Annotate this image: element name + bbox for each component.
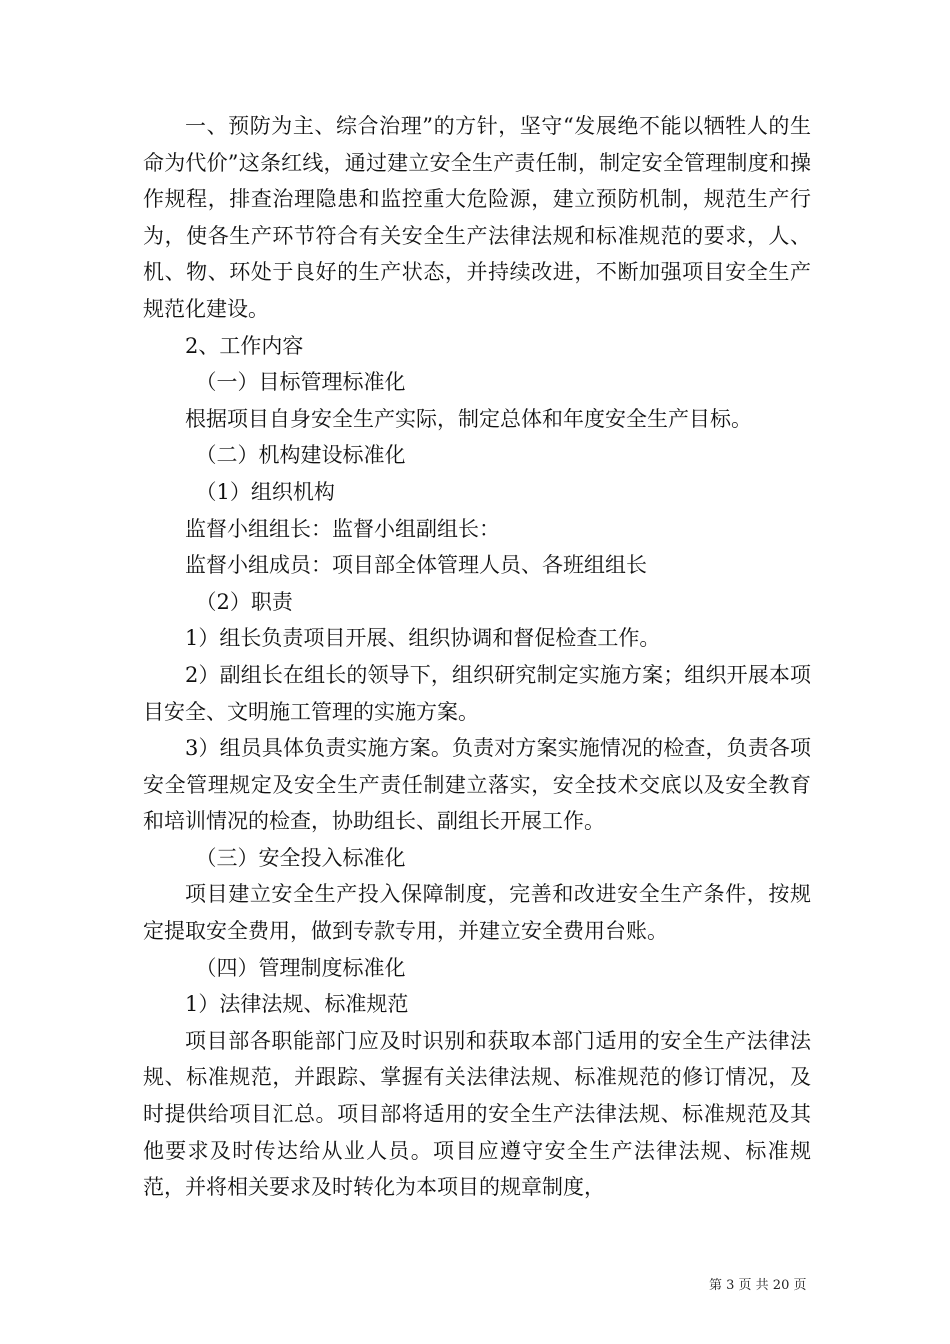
paragraph-laws-standards: 项目部各职能部门应及时识别和获取本部门适用的安全生产法律法规、标准规范，并跟踪、掌握有关法律法规、标准规范的修订情况，及时提供给项目汇总。项目部将适用的安全生产法律法规、标准规范及其他要求及时传达给从业人员。项目应遵守安全生产法律法规、标准规范，并将相关要求及时转化为本项目的规章制度， bbox=[143, 1028, 811, 1200]
paragraph-policy: 一、预防为主、综合治理”的方针，坚守“发展绝不能以牺牲人的生命为代价”这条红线，通过建立安全生产责任制，制定安全管理制度和操作规程，排查治理隐患和监控重大危险源，建立预防机制，规范生产行为，使各生产环节符合有关安全生产法律法规和标准规范的要求，人、机、物、环处于良好的生产状态，并持续改进，不断加强项目安全生产规范化建设。 bbox=[143, 114, 811, 321]
subsection-duties: （2）职责 bbox=[195, 589, 293, 614]
section-target-management: （一）目标管理标准化 bbox=[195, 370, 406, 395]
section-organization-building: （二）机构建设标准化 bbox=[195, 443, 406, 468]
section-safety-investment: （三）安全投入标准化 bbox=[195, 845, 406, 870]
section-management-system: （四）管理制度标准化 bbox=[195, 955, 406, 980]
paragraph-safety-investment: 项目建立安全生产投入保障制度，完善和改进安全生产条件，按规定提取安全费用，做到专款专用，并建立安全费用台账。 bbox=[143, 882, 811, 944]
paragraph-target: 根据项目自身安全生产实际，制定总体和年度安全生产目标。 bbox=[185, 406, 752, 431]
subsection-organization: （1）组织机构 bbox=[195, 479, 335, 504]
heading-work-content: 2、工作内容 bbox=[185, 333, 304, 358]
duty-item-leader: 1）组长负责项目开展、组织协调和督促检查工作。 bbox=[185, 626, 661, 651]
paragraph-group-members: 监督小组成员：项目部全体管理人员、各班组组长 bbox=[185, 553, 647, 578]
subsection-laws-standards: 1）法律法规、标准规范 bbox=[185, 992, 409, 1017]
document-body bbox=[143, 108, 811, 1206]
paragraph-group-leaders: 监督小组组长：监督小组副组长： bbox=[185, 516, 500, 541]
page-number-footer: 第 3 页 共 20 页 bbox=[709, 1278, 807, 1293]
duty-item-members: 3）组员具体负责实施方案。负责对方案实施情况的检查，负责各项安全管理规定及安全生产责任制建立落实，安全技术交底以及安全教育和培训情况的检查，协助组长、副组长开展工作。 bbox=[143, 736, 811, 834]
duty-item-deputy: 2）副组长在组长的领导下，组织研究制定实施方案；组织开展本项目安全、文明施工管理的实施方案。 bbox=[143, 662, 811, 724]
